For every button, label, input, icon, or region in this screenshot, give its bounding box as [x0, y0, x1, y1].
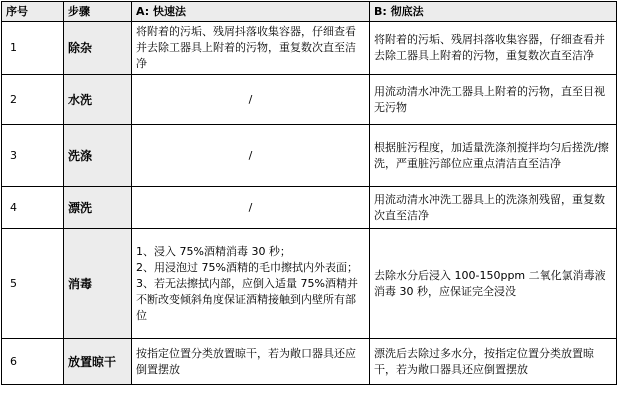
row-step: 水洗 — [64, 75, 132, 125]
row-step: 洗涤 — [64, 125, 132, 187]
row-no: 3 — [2, 125, 64, 187]
row-step: 放置晾干 — [64, 339, 132, 385]
row-method-b: 用流动清水冲洗工器具上的洗涤剂残留，重复数次直至洁净 — [370, 187, 617, 229]
table-row — [2, 339, 617, 385]
row-method-a: 1、浸入 75%酒精消毒 30 秒； 2、用浸泡过 75%酒精的毛巾擦拭内外表面； 3、若无法擦拭内部，应倒入适量 75%酒精并不断改变倾斜角度保证酒精接触到内壁所有部位 — [132, 229, 370, 339]
table-row — [2, 22, 617, 75]
header-method-b: B: 彻底法 — [370, 2, 617, 22]
row-method-a: / — [132, 125, 370, 187]
row-no: 2 — [2, 75, 64, 125]
table-row — [2, 125, 617, 187]
row-step: 漂洗 — [64, 187, 132, 229]
header-method-a: A: 快速法 — [132, 2, 370, 22]
row-step: 消毒 — [64, 229, 132, 339]
row-method-b: 用流动清水冲洗工器具上附着的污物，直至目视无污物 — [370, 75, 617, 125]
row-step: 除杂 — [64, 22, 132, 75]
row-no: 5 — [2, 229, 64, 339]
row-method-a: / — [132, 187, 370, 229]
row-method-b: 去除水分后浸入 100-150ppm 二氧化氯消毒液消毒 30 秒，应保证完全浸没 — [370, 229, 617, 339]
row-method-b: 将附着的污垢、残屑抖落收集容器，仔细查看并去除工器具上附着的污物，重复数次直至洁净 — [370, 22, 617, 75]
header-no: 序号 — [2, 2, 64, 22]
row-no: 6 — [2, 339, 64, 385]
table-row — [2, 229, 617, 339]
table-row — [2, 187, 617, 229]
row-method-b: 漂洗后去除过多水分，按指定位置分类放置晾干，若为敞口器具还应倒置摆放 — [370, 339, 617, 385]
row-method-b: 根据脏污程度，加适量洗涤剂搅拌均匀后搓洗/擦洗，严重脏污部位应重点清洁直至洁净 — [370, 125, 617, 187]
cleaning-method-table — [1, 1, 617, 385]
row-method-a: 按指定位置分类放置晾干，若为敞口器具还应倒置摆放 — [132, 339, 370, 385]
table-row — [2, 75, 617, 125]
row-no: 1 — [2, 22, 64, 75]
row-method-a: / — [132, 75, 370, 125]
table-header-row — [2, 2, 617, 22]
row-no: 4 — [2, 187, 64, 229]
row-method-a: 将附着的污垢、残屑抖落收集容器，仔细查看并去除工器具上附着的污物，重复数次直至洁净 — [132, 22, 370, 75]
header-step: 步骤 — [64, 2, 132, 22]
